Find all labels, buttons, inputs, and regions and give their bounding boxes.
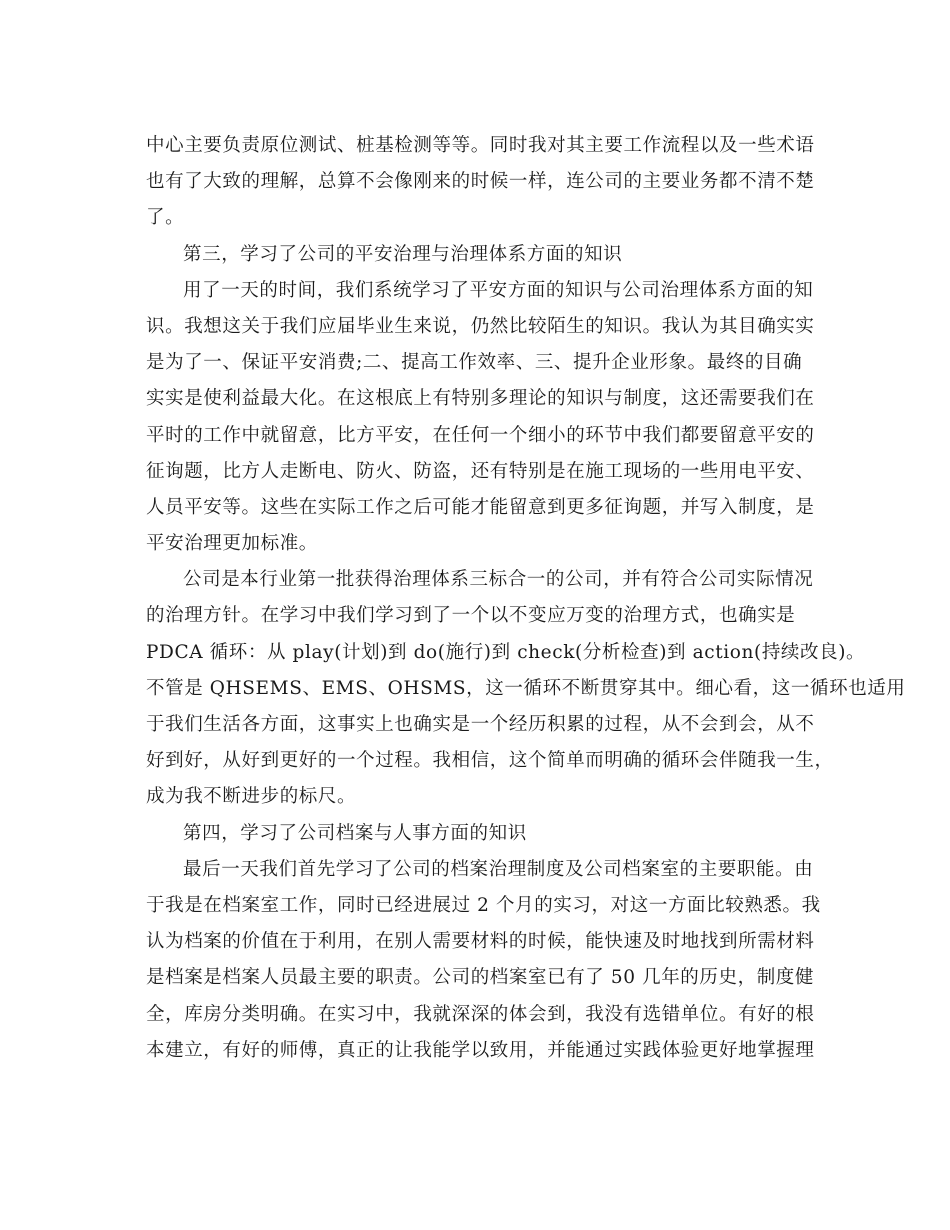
text-line: 于我们生活各方面，这事实上也确实是一个经历积累的过程，从不会到会，从不 xyxy=(146,714,815,735)
text-line: 好到好，从好到更好的一个过程。我相信，这个简单而明确的循环会伴随我一生， xyxy=(146,750,834,772)
text-line: 识。我想这关于我们应届毕业生来说，仍然比较陌生的知识。我认为其目确实实 xyxy=(146,315,815,337)
text-line: 的治理方针。在学习中我们学习到了一个以不变应万变的治理方式，也确实是 xyxy=(146,605,796,627)
text-line: 是档案是档案人员最主要的职责。公司的档案室已有了 50 几年的历史，制度健 xyxy=(146,967,815,989)
text-line: 征询题，比方人走断电、防火、防盗，还有特别是在施工现场的一些用电平安、 xyxy=(146,460,815,482)
text-line: 成为我不断进步的标尺。 xyxy=(146,786,357,808)
text-line: 不管是 QHSEMS、EMS、OHSMS，这一循环不断贯穿其中。细心看，这一循环也适用 xyxy=(146,677,906,699)
text-line: 也有了大致的理解，总算不会像刚来的时候一样，连公司的主要业务都不清不楚 xyxy=(146,171,815,193)
text-line: 用了一天的时间，我们系统学习了平安方面的知识与公司治理体系方面的知 xyxy=(183,279,814,301)
text-line: 本建立，有好的师傅，真正的让我能学以致用，并能通过实践体验更好地掌握理 xyxy=(146,1039,815,1061)
text-line: 第四，学习了公司档案与人事方面的知识 xyxy=(183,822,527,844)
text-line: 平时的工作中就留意，比方平安，在任何一个细小的环节中我们都要留意平安的 xyxy=(146,424,815,446)
text-line: 人员平安等。这些在实际工作之后可能才能留意到更多征询题，并写入制度，是 xyxy=(146,496,815,518)
text-line: 第三，学习了公司的平安治理与治理体系方面的知识 xyxy=(183,243,623,265)
text-line: PDCA 循环：从 play(计划)到 do(施行)到 check(分析检查)到 action(持续改良)。 xyxy=(146,641,866,663)
document-body xyxy=(146,128,906,1069)
text-line: 于我是在档案室工作，同时已经进展过 2 个月的实习，对这一方面比较熟悉。我 xyxy=(146,894,821,916)
text-line: 中心主要负责原位测试、桩基检测等等。同时我对其主要工作流程以及一些术语 xyxy=(146,135,815,156)
text-line: 最后一天我们首先学习了公司的档案治理制度及公司档案室的主要职能。由 xyxy=(183,858,814,880)
text-line: 了。 xyxy=(146,207,185,229)
text-line: 实实是使利益最大化。在这根底上有特别多理论的知识与制度，这还需要我们在 xyxy=(146,388,815,410)
text-line: 平安治理更加标准。 xyxy=(146,533,318,555)
text-line: 认为档案的价值在于利用，在别人需要材料的时候，能快速及时地找到所需材料 xyxy=(146,931,815,953)
text-line: 全，库房分类明确。在实习中，我就深深的体会到，我没有选错单位。有好的根 xyxy=(146,1003,815,1025)
text-line: 是为了一、保证平安消费;二、提高工作效率、三、提升企业形象。最终的目确 xyxy=(146,352,803,374)
text-line: 公司是本行业第一批获得治理体系三标合一的公司，并有符合公司实际情况 xyxy=(183,569,814,591)
